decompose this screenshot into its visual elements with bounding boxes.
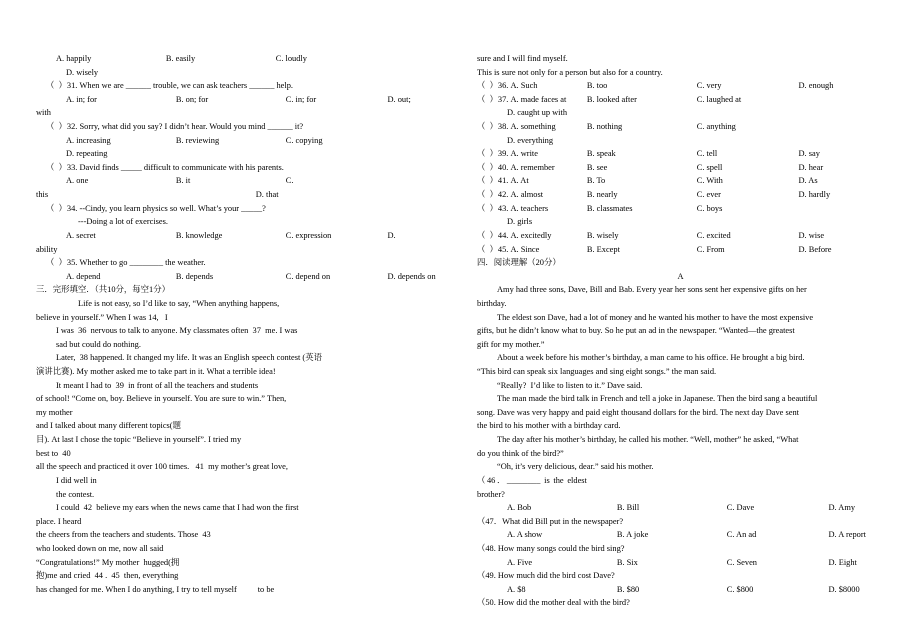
option-cell: （ ）43. A. teachers bbox=[477, 203, 549, 213]
option-cell: B. reviewing bbox=[175, 135, 220, 145]
option-cell: （ ）45. A. Since bbox=[477, 244, 540, 254]
cloze-para-3g: has changed for me. When I do anything, I try to tell myself to be bbox=[36, 584, 275, 594]
cloze-cont-2: This is sure not only for a person but also for a country. bbox=[477, 67, 663, 77]
question-49-options bbox=[477, 583, 884, 597]
passage-a-p1: Amy had three sons, Dave, Bill and Bab. Every year her sons sent her expensive gifts on her bbox=[497, 285, 807, 295]
cloze-37-options bbox=[477, 93, 884, 107]
option-cell: C. spell bbox=[696, 162, 723, 172]
cloze-para-3c: the cheers from the teachers and students. Those 43 bbox=[36, 530, 213, 540]
cloze-para-3: I could 42 believe my ears when the news came that I had won the first bbox=[56, 503, 299, 513]
question-31-stem: （ ）31. When we are ______ trouble, we can ask teachers ______ help. bbox=[46, 81, 293, 91]
option-cell: C. Seven bbox=[726, 557, 757, 567]
option-cell: A. Bob bbox=[507, 503, 532, 513]
cloze-para-2e: my mother bbox=[36, 407, 73, 417]
cloze-para-2b: 演讲比赛). My mother asked me to take part in it. What a terrible idea! bbox=[36, 367, 276, 377]
option-cell: C. laughed at bbox=[696, 94, 742, 104]
question-48-options bbox=[477, 556, 884, 570]
question-46-options bbox=[477, 501, 884, 515]
option-cell: C. From bbox=[696, 244, 725, 254]
option-cell: C. expression bbox=[285, 230, 332, 240]
option-cell: B. To bbox=[586, 176, 606, 186]
cloze-para-2i: all the speech and practiced it over 100 times. 41 my mother’s great love, bbox=[36, 462, 288, 472]
option-cell: D. hardly bbox=[798, 190, 831, 200]
cloze-39-options bbox=[477, 147, 884, 161]
option-cell: （ ）41. A. At bbox=[477, 176, 529, 186]
passage-a-p5c: the bird to his mother with a birthday card. bbox=[477, 421, 621, 431]
option-cell: D. hear bbox=[798, 162, 824, 172]
option-cell: A. depend bbox=[66, 271, 101, 281]
cloze-para-2j: I did well in bbox=[56, 475, 97, 485]
option-d-wisely: D. wisely bbox=[66, 67, 99, 77]
passage-a-p6b: do you think of the bird?” bbox=[477, 448, 564, 458]
cloze-38-options bbox=[477, 120, 884, 134]
option-cell: A. increasing bbox=[66, 135, 111, 145]
option-cell: D. A report bbox=[828, 530, 866, 540]
cloze-38-option-d: D. everything bbox=[507, 135, 554, 145]
cloze-para-3d: who looked down on me, now all said bbox=[36, 543, 164, 553]
option-cell: （ ）42. A. almost bbox=[477, 190, 544, 200]
option-cell bbox=[358, 174, 443, 188]
question-32-stem: （ ）32. Sorry, what did you say? I didn’t hear. Would you mind ______ it? bbox=[46, 122, 304, 132]
section-three-title: 三．完形填空．（共10分，每空1分） bbox=[36, 285, 170, 295]
cloze-para-2k: the contest. bbox=[56, 489, 95, 499]
question-33-options-cont bbox=[36, 188, 443, 202]
option-cell: B. looked after bbox=[586, 94, 637, 104]
option-cell: B. too bbox=[586, 81, 608, 91]
option-cell: （ ）36. A. Such bbox=[477, 81, 538, 91]
option-cell: C. $800 bbox=[726, 584, 754, 594]
option-cell: B. Bill bbox=[616, 503, 640, 513]
option-cell: C. boys bbox=[696, 203, 723, 213]
question-47: （47．What did Bill put in the newspaper? bbox=[477, 516, 624, 526]
cloze-36-options bbox=[477, 79, 884, 93]
passage-a-p2: The eldest son Dave, had a lot of money and he wanted his mother to have the most expensive bbox=[497, 312, 814, 322]
question-33-stem: （ ）33. David finds _____ difficult to communicate with his parents. bbox=[46, 162, 284, 172]
option-cell: C. copying bbox=[285, 135, 323, 145]
cloze-para-2f: and I talked about many different topics(题 bbox=[36, 421, 181, 431]
question-35-stem: （ ）35. Whether to go ________ the weather. bbox=[46, 258, 206, 268]
passage-a-p3b: “This bird can speak six languages and sing eight songs.” the man said. bbox=[477, 367, 717, 377]
option-cell: B. nearly bbox=[586, 190, 618, 200]
option-cell: this bbox=[36, 190, 49, 200]
option-cell: C. depend on bbox=[285, 271, 331, 281]
cloze-para-2: Later, 38 happened. It changed my life. It was an English speech contest (英语 bbox=[56, 353, 322, 363]
cloze-cont-1: sure and I will find myself. bbox=[477, 54, 568, 63]
option-cell: A. happily bbox=[56, 54, 92, 63]
question-34-options-cont: ability bbox=[36, 244, 58, 254]
passage-a-p5b: song. Dave was very happy and paid eight thousand dollars for the bird. The next day Dave sent bbox=[477, 407, 799, 417]
option-cell bbox=[799, 474, 884, 501]
option-cell bbox=[358, 52, 443, 66]
option-cell: D. $8000 bbox=[828, 584, 860, 594]
option-cell: C. very bbox=[696, 81, 722, 91]
option-cell: （46．________ is the eldest brother? bbox=[477, 475, 589, 499]
option-cell: （ ）40. A. remember bbox=[477, 162, 555, 172]
passage-a-p5: The man made the bird talk in French and tell a joke in Japanese. Then the bird sang a beautiful bbox=[497, 394, 818, 404]
option-cell bbox=[799, 93, 884, 107]
option-cell: B. wisely bbox=[586, 230, 619, 240]
question-33-options bbox=[36, 174, 443, 188]
option-cell: C. excited bbox=[696, 230, 731, 240]
option-cell: B. depends bbox=[175, 271, 214, 281]
cloze-para-1d: sad but could do nothing. bbox=[56, 339, 141, 349]
option-cell: B. classmates bbox=[586, 203, 633, 213]
option-cell: C. Dave bbox=[726, 503, 755, 513]
option-cell: B. on; for bbox=[175, 94, 209, 104]
option-cell bbox=[697, 474, 799, 501]
passage-a-p1b: birthday. bbox=[477, 298, 507, 308]
option-cell: D. depends on bbox=[387, 271, 436, 281]
cloze-para-2h: best to 40 bbox=[36, 448, 73, 458]
option-cell: A. A show bbox=[507, 530, 543, 540]
option-cell: （ ）44. A. excitedly bbox=[477, 230, 552, 240]
option-cell bbox=[799, 202, 884, 216]
option-cell: A. in; for bbox=[66, 94, 97, 104]
option-cell: B. $80 bbox=[616, 584, 640, 594]
cloze-para-1: Life is not easy, so I’d like to say, “When anything happens, bbox=[78, 298, 280, 308]
question-32-options bbox=[36, 134, 443, 148]
cloze-para-3b: place. I heard bbox=[36, 516, 82, 526]
option-cell: D. say bbox=[798, 149, 820, 159]
cloze-42-options bbox=[477, 188, 884, 202]
option-cell: C. ever bbox=[696, 190, 721, 200]
cloze-40-options bbox=[477, 161, 884, 175]
passage-a-p6: The day after his mother’s birthday, he called his mother. “Well, mother” he asked, “What bbox=[497, 435, 799, 445]
option-cell: A. $8 bbox=[507, 584, 526, 594]
passage-a-p2c: gift for my mother.” bbox=[477, 339, 545, 349]
option-cell: D. enough bbox=[798, 81, 834, 91]
question-50: （50. How did the mother deal with the bird? bbox=[477, 598, 630, 608]
option-cell: D. out; bbox=[387, 94, 411, 104]
option-cell: B. speak bbox=[586, 149, 616, 159]
question-32-option-d: D. repeating bbox=[66, 149, 108, 159]
option-cell bbox=[799, 120, 884, 134]
cloze-43-option-d: D. girls bbox=[507, 217, 533, 227]
cloze-45-options bbox=[477, 243, 884, 257]
left-column bbox=[36, 52, 447, 628]
cloze-37-option-d: D. caught up with bbox=[507, 108, 568, 118]
cloze-para-2d: of school! “Come on, boy. Believe in yourself. You are sure to win.” Then, bbox=[36, 394, 287, 404]
option-cell: D. As bbox=[798, 176, 818, 186]
cloze-para-1b: believe in yourself.” When I was 14, I bbox=[36, 312, 168, 322]
cloze-para-2g: 目). At last I chose the topic “Believe in yourself”. I tried my bbox=[36, 435, 242, 445]
option-cell: C. An ad bbox=[726, 530, 757, 540]
cloze-para-2c: It meant I had to 39 in front of all the teachers and students bbox=[56, 380, 259, 390]
passage-a-p7: “Oh, it’s very delicious, dear.” said his mother. bbox=[497, 462, 654, 472]
option-cell: B. it bbox=[175, 176, 191, 186]
question-48: （48. How many songs could the bird sing? bbox=[477, 543, 625, 553]
options-row-cont bbox=[36, 52, 443, 66]
option-cell: B. A joke bbox=[616, 530, 649, 540]
option-cell bbox=[146, 188, 256, 202]
right-column bbox=[471, 52, 884, 628]
option-cell: B. Six bbox=[616, 557, 638, 567]
passage-a-p3: About a week before his mother’s birthday, a man came to his office. He brought a big bird. bbox=[497, 353, 805, 363]
cloze-para-3f: 抱)me and cried 44 . 45 then, everything bbox=[36, 571, 179, 581]
passage-a-p2b: gifts, but he didn’t know what to buy. So he put an ad in the newspaper. “Wanted—the greatest bbox=[477, 326, 795, 336]
question-34-stem: （ ）34. --Cindy, you learn physics so well. What’s your _____? bbox=[46, 203, 266, 213]
question-31-options bbox=[36, 93, 443, 107]
question-31-options-cont: with bbox=[36, 108, 51, 118]
option-cell: B. see bbox=[586, 162, 608, 172]
cloze-43-options bbox=[477, 202, 884, 216]
option-cell: C. With bbox=[696, 176, 723, 186]
option-cell bbox=[358, 134, 443, 148]
option-cell bbox=[587, 474, 697, 501]
option-cell: A. secret bbox=[66, 230, 96, 240]
question-47-options bbox=[477, 528, 884, 542]
cloze-41-options bbox=[477, 174, 884, 188]
option-cell: C. loudly bbox=[275, 54, 307, 63]
cloze-para-1c: I was 36 nervous to talk to anyone. My classmates often 37 me. I was bbox=[56, 326, 298, 336]
option-cell: D. that bbox=[255, 190, 279, 200]
passage-a-label: A bbox=[677, 271, 684, 281]
option-cell: D. Amy bbox=[828, 503, 856, 513]
option-cell: C. tell bbox=[696, 149, 718, 159]
option-cell: C. in; for bbox=[285, 94, 317, 104]
option-cell: D. Eight bbox=[828, 557, 857, 567]
section-four-title: 四．阅读理解（20分） bbox=[477, 258, 561, 268]
option-cell: A. Five bbox=[507, 557, 533, 567]
option-cell: C. anything bbox=[696, 122, 736, 132]
question-49: （49. How much did the bird cost Dave? bbox=[477, 571, 615, 581]
question-46 bbox=[477, 474, 884, 501]
option-cell: D. Before bbox=[798, 244, 832, 254]
option-cell: （ ）39. A. write bbox=[477, 149, 538, 159]
question-34-stem-2: ---Doing a lot of exercises. bbox=[78, 217, 168, 227]
option-cell bbox=[358, 188, 443, 202]
option-cell: （ ）37. A. made faces at bbox=[477, 94, 567, 104]
option-cell: B. knowledge bbox=[175, 230, 223, 240]
option-cell: B. easily bbox=[165, 54, 196, 63]
option-cell: D. wise bbox=[798, 230, 825, 240]
option-cell: B. nothing bbox=[586, 122, 623, 132]
passage-a-p4: “Really? I’d like to listen to it.” Dave said. bbox=[497, 380, 643, 390]
question-35-options bbox=[36, 270, 443, 284]
option-cell: （ ）38. A. something bbox=[477, 122, 556, 132]
cloze-para-3e: “Congratulations!” My mother hugged(拥 bbox=[36, 557, 180, 567]
option-cell: A. one bbox=[66, 176, 89, 186]
option-cell: C. bbox=[285, 176, 294, 186]
option-cell: D. bbox=[387, 230, 396, 240]
question-34-options bbox=[36, 229, 443, 243]
option-cell: B. Except bbox=[586, 244, 620, 254]
cloze-44-options bbox=[477, 229, 884, 243]
